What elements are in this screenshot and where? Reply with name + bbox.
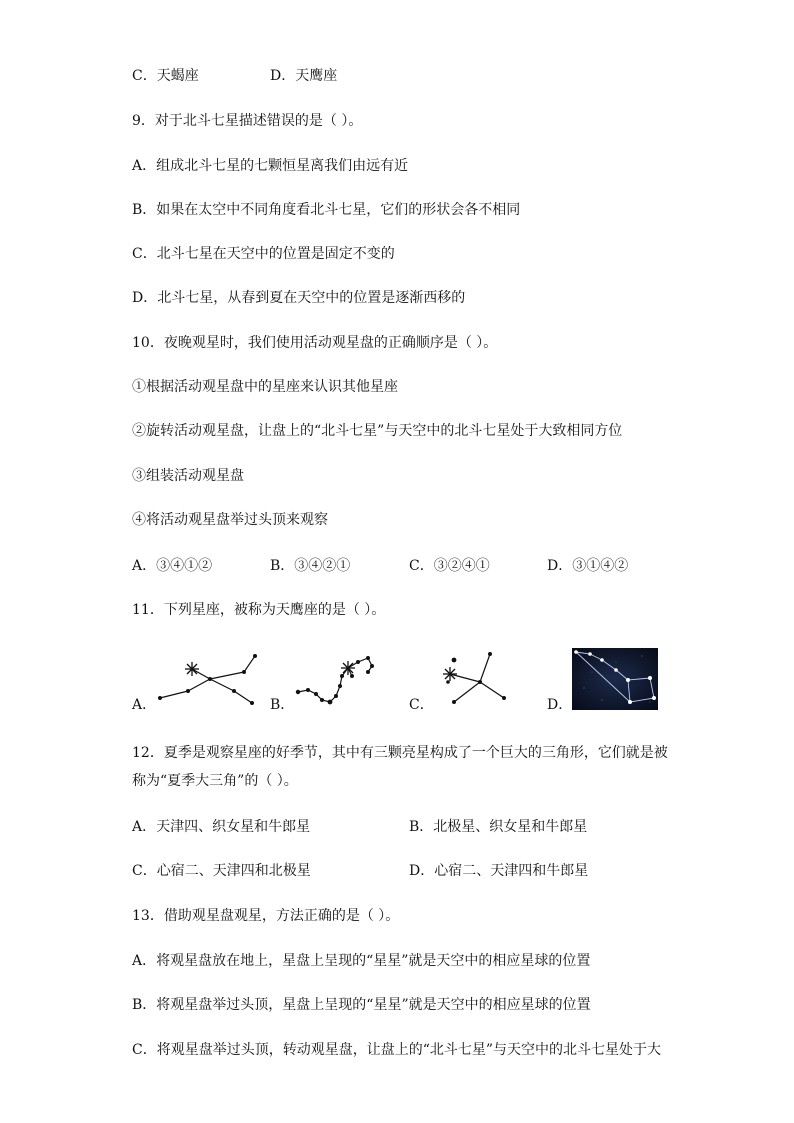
bright-star-icon: [185, 662, 199, 676]
q9-option-a: A．组成北斗七星的七颗恒星离我们由远有近: [132, 158, 409, 174]
q9-stem: 9．对于北斗七星描述错误的是（ ）。: [132, 113, 363, 129]
q10-option-b: B．③④②①: [270, 558, 351, 574]
q10-option-a: A．③④①②: [132, 558, 213, 574]
q12-stem-line-2: 称为“夏季大三角”的（ ）。: [132, 773, 298, 789]
q11-option-d-label: D．: [547, 697, 573, 713]
q8-option-c: C．天蝎座: [132, 68, 199, 84]
bright-star-icon: [341, 661, 355, 675]
q10-step-2: ②旋转活动观星盘，让盘上的“北斗七星”与天空中的北斗七星处于大致相同方位: [132, 423, 623, 439]
q11-option-a-label: A．: [132, 697, 157, 713]
q11-option-b-label: B．: [270, 697, 295, 713]
q10-option-c: C．③②④①: [409, 558, 490, 574]
q9-option-d: D．北斗七星，从春到夏在天空中的位置是逐渐西移的: [132, 290, 466, 306]
q11-stem: 11．下列星座，被称为天鹰座的是（ ）。: [132, 602, 386, 618]
q12-stem-line-1: 12．夏季是观察星座的好季节，其中有三颗亮星构成了一个巨大的三角形，它们就是被: [132, 745, 668, 761]
q11-option-c-label: C．: [409, 697, 434, 713]
bright-star-icon: [443, 667, 457, 681]
q8-option-d: D．天鹰座: [270, 68, 338, 84]
q13-option-c: C．将观星盘举过头顶，转动观星盘，让盘上的“北斗七星”与天空中的北斗七星处于大: [132, 1042, 662, 1058]
q10-stem: 10．夜晚观星时，我们使用活动观星盘的正确顺序是（ ）。: [132, 335, 498, 351]
q10-option-d: D．③①④②: [547, 558, 629, 574]
q10-step-3: ③组装活动观星盘: [132, 468, 244, 484]
q12-option-c: C．心宿二、天津四和北极星: [132, 863, 311, 879]
q10-step-1: ①根据活动观星盘中的星座来认识其他星座: [132, 379, 398, 395]
q13-stem: 13．借助观星盘观星，方法正确的是（ ）。: [132, 908, 400, 924]
q12-option-d: D．心宿二、天津四和牛郎星: [409, 863, 589, 879]
constellation-c-figure: [432, 648, 516, 710]
constellation-a-figure: [152, 648, 264, 710]
q13-option-a: A．将观星盘放在地上，星盘上呈现的“星星”就是天空中的相应星球的位置: [132, 953, 591, 969]
constellation-b-figure: [292, 650, 382, 708]
constellation-d-photo: [572, 648, 658, 710]
q9-option-c: C．北斗七星在天空中的位置是固定不变的: [132, 246, 395, 262]
q13-option-b: B．将观星盘举过头顶，星盘上呈现的“星星”就是天空中的相应星球的位置: [132, 997, 591, 1013]
q12-option-b: B．北极星、织女星和牛郎星: [409, 819, 588, 835]
q9-option-b: B．如果在太空中不同角度看北斗七星，它们的形状会各不相同: [132, 202, 521, 218]
q12-option-a: A．天津四、织女星和牛郎星: [132, 819, 311, 835]
q10-step-4: ④将活动观星盘举过头顶来观察: [132, 512, 328, 528]
